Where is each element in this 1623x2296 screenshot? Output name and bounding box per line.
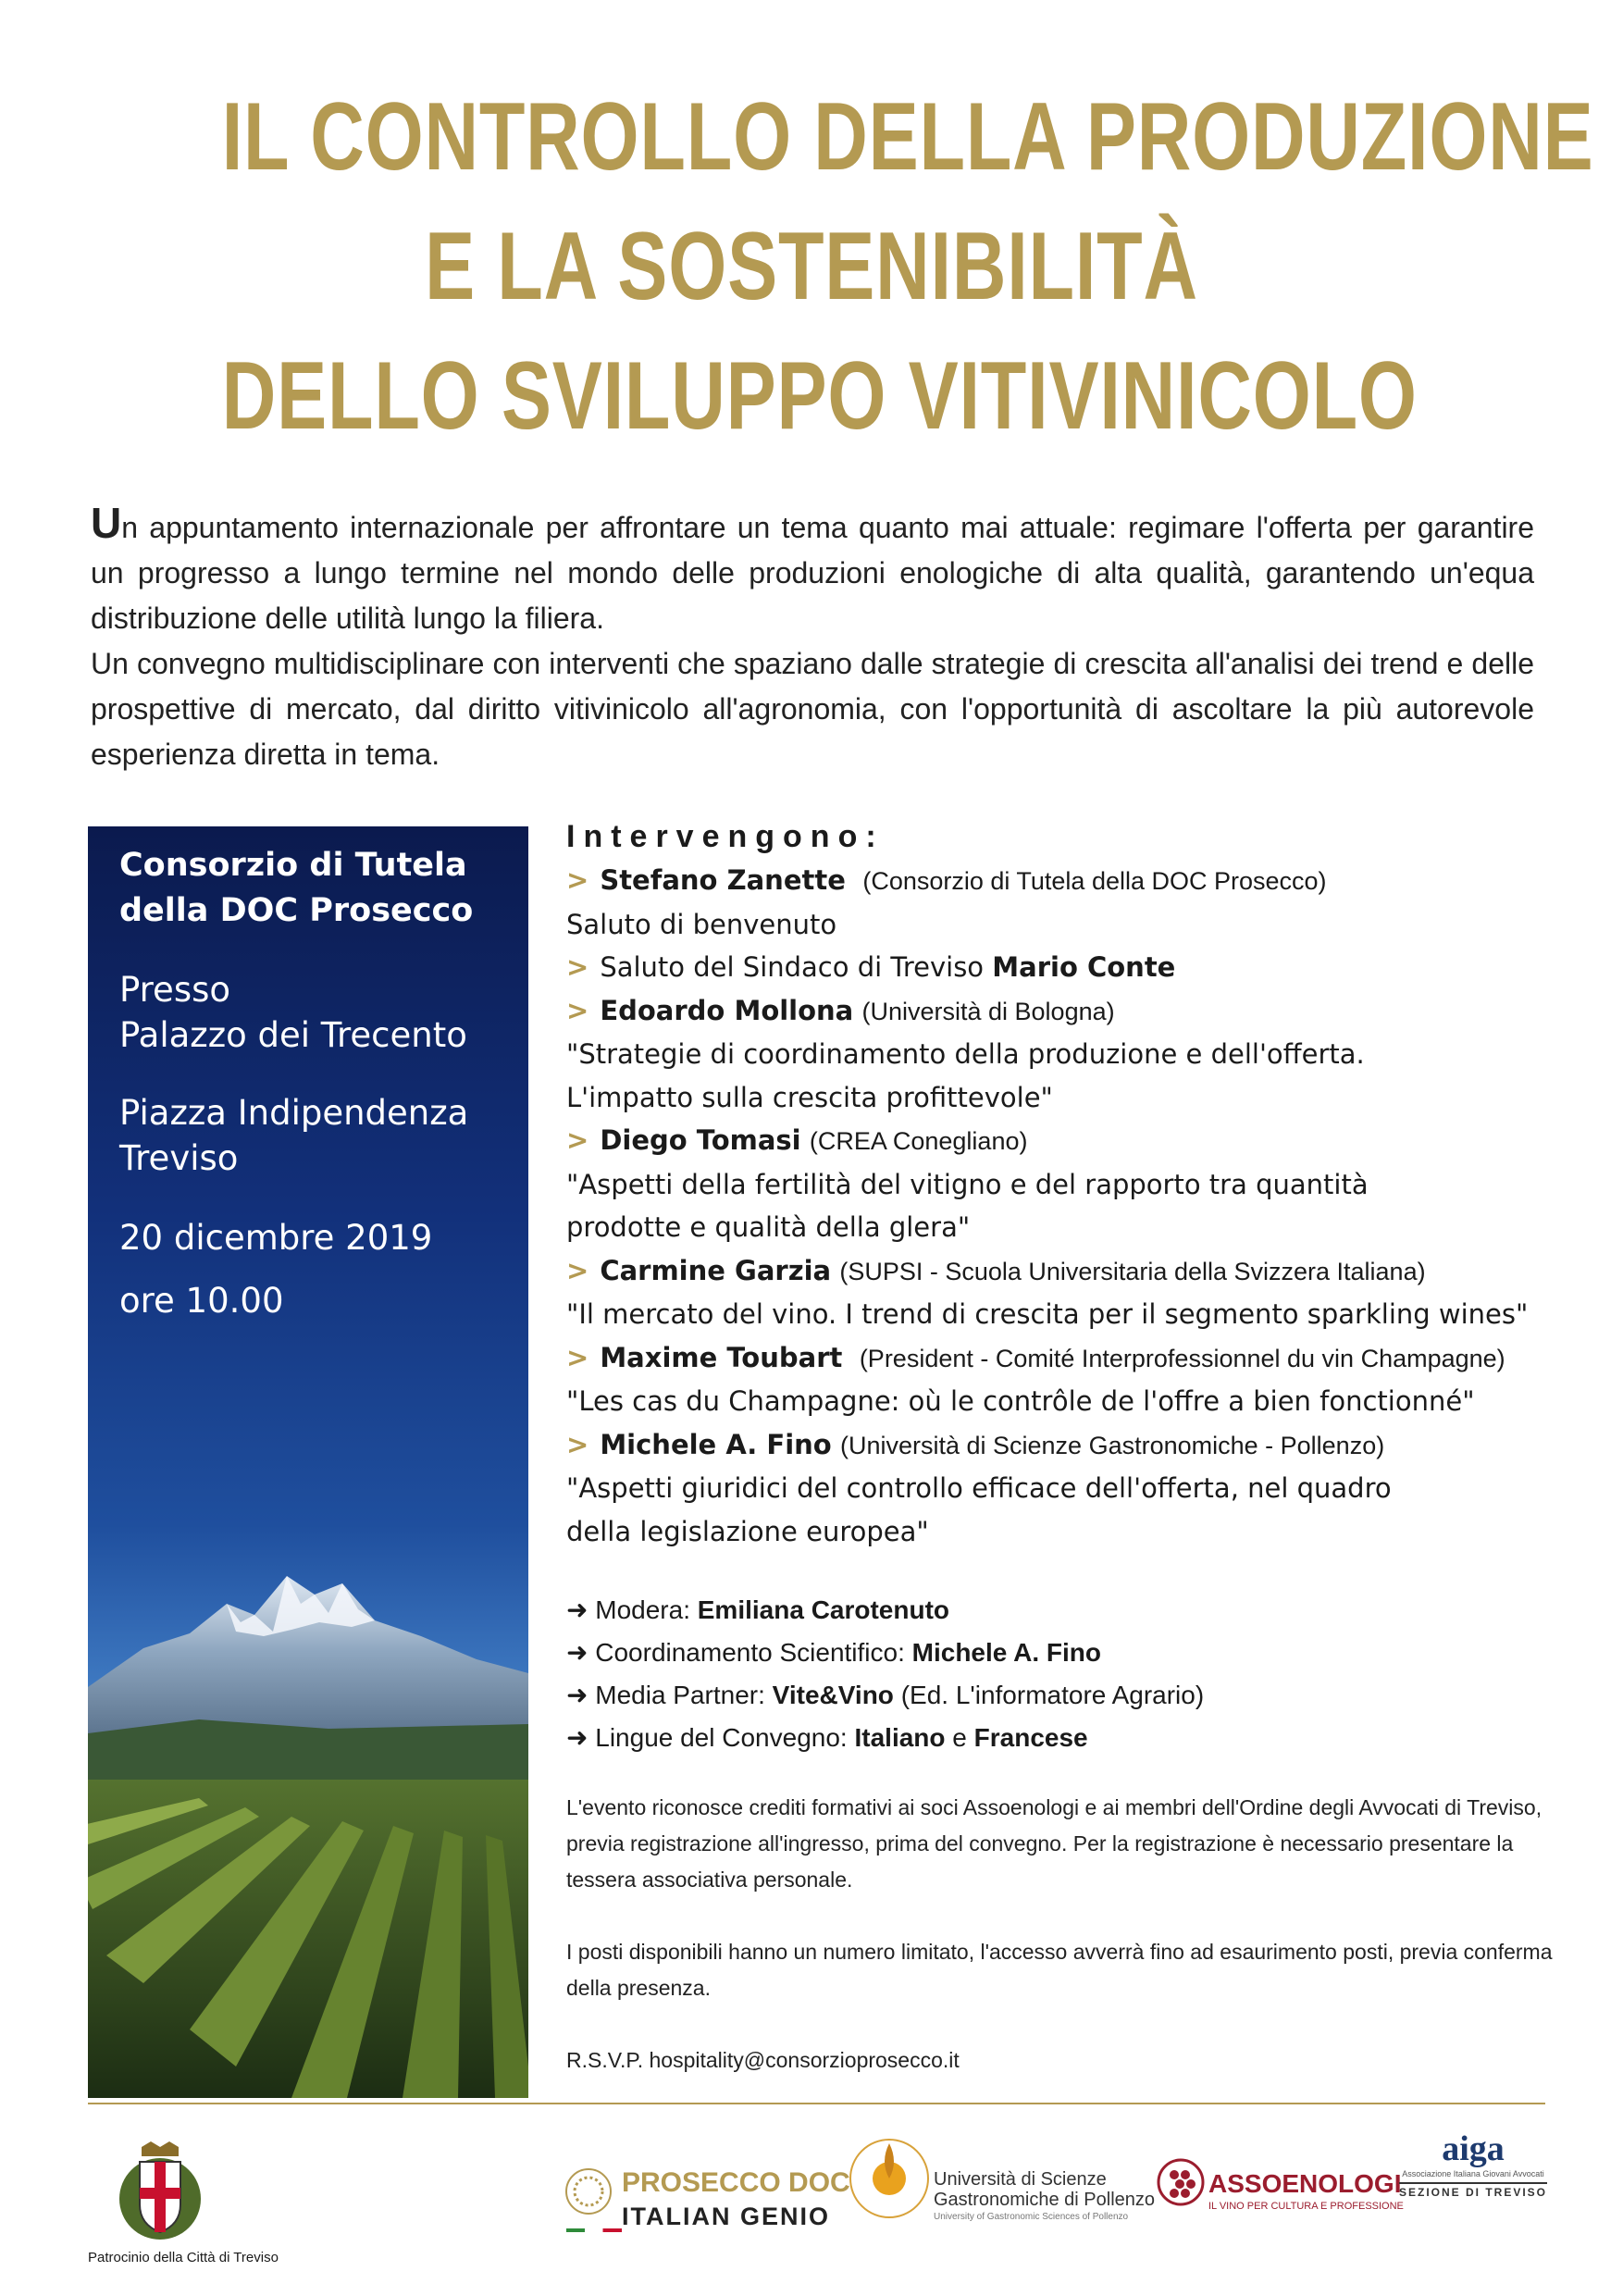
speaker-affiliation: (Consorzio di Tutela della DOC Prosecco) — [862, 867, 1327, 895]
poster-title — [221, 72, 1594, 461]
media-partner-label: Media Partner: — [595, 1681, 765, 1709]
vineyard-mountain-image — [88, 1548, 528, 2098]
registration-notes — [566, 1790, 1566, 2115]
assoenologi-name: ASSOENOLOGI — [1208, 2169, 1402, 2198]
venue-line-2: Palazzo dei Trecento — [119, 1015, 467, 1055]
speaker-fino — [566, 1423, 1566, 1468]
prosecco-doc-text: PROSECCO DOC — [622, 2167, 850, 2198]
speaker-role: Saluto del Sindaco di Treviso — [600, 951, 985, 983]
moderator-label: Modera: — [595, 1595, 690, 1624]
languages-line — [566, 1717, 1204, 1759]
unisg-name-line-2: Gastronomiche di Pollenzo — [934, 2190, 1156, 2210]
talk-title: "Les cas du Champagne: où le contrôle de l'offre a bien fonctionné" — [566, 1385, 1475, 1417]
title-line-3: DELLO SVILUPPO VITIVINICOLO — [221, 342, 1418, 450]
unisg-seal-icon — [847, 2136, 932, 2221]
arrow-right-icon: ➜ — [566, 1681, 588, 1709]
talk-title: Saluto di benvenuto — [566, 908, 837, 940]
speaker-name: Diego Tomasi — [600, 1124, 801, 1156]
speaker-affiliation: (SUPSI - Scuola Universitaria della Svizzera Italiana) — [839, 1257, 1426, 1285]
event-date: 20 dicembre 2019 — [119, 1218, 433, 1258]
address-line-2: Treviso — [119, 1138, 239, 1178]
talk-title: "Aspetti giuridici del controllo efficace dell'offerta, nel quadro — [566, 1472, 1392, 1504]
speaker-garzia — [566, 1249, 1566, 1294]
aiga-logo — [1399, 2128, 1547, 2199]
talk-title: "Strategie di coordinamento della produzione e dell'offerta. — [566, 1038, 1365, 1070]
credits-note: L'evento riconosce crediti formativi ai soci Assoenologi e ai membri dell'Ordine degli Avvocati di Treviso, previa registrazione all'ingresso, prima del convegno. Per la registrazione è necessario presentare la tessera associativa personale. — [566, 1795, 1542, 1892]
media-partner-note: (Ed. L'informatore Agrario) — [900, 1681, 1205, 1709]
speaker-affiliation: (CREA Conegliano) — [809, 1127, 1028, 1155]
talk-title: "Il mercato del vino. I trend di crescita per il segmento sparkling wines" — [566, 1298, 1529, 1330]
unisg-name-line-1: Università di Scienze — [934, 2169, 1107, 2190]
grape-bunch-icon — [1157, 2149, 1205, 2215]
languages-and: e — [952, 1723, 967, 1752]
unisg-name-english: University of Gastronomic Sciences of Pollenzo — [934, 2212, 1129, 2222]
italian-genio-text: ITALIAN GENIO — [622, 2203, 830, 2230]
language-italian: Italiano — [854, 1723, 946, 1752]
speakers-section — [566, 819, 1566, 1553]
media-partner-name: Vite&Vino — [772, 1681, 894, 1709]
arrow-icon: > — [566, 1341, 589, 1373]
moderator-name: Emiliana Carotenuto — [697, 1595, 950, 1624]
speaker-name: Stefano Zanette — [600, 864, 846, 896]
patronage-caption: Patrocinio della Città di Treviso — [88, 2250, 279, 2265]
arrow-icon: > — [566, 951, 589, 983]
arrow-icon: > — [566, 1428, 589, 1460]
footer-divider — [88, 2103, 1545, 2104]
aiga-section: SEZIONE DI TREVISO — [1399, 2182, 1547, 2199]
speaker-name: Michele A. Fino — [600, 1428, 832, 1460]
event-info-panel — [88, 826, 528, 2098]
coordinator-label: Coordinamento Scientifico: — [595, 1638, 905, 1667]
drop-cap: U — [91, 499, 122, 547]
arrow-icon: > — [566, 864, 589, 896]
speaker-tomasi — [566, 1119, 1566, 1163]
language-french: Francese — [973, 1723, 1088, 1752]
intro-paragraph-1 — [91, 499, 1534, 641]
aiga-wordmark: aiga — [1442, 2129, 1505, 2168]
speaker-zanette — [566, 859, 1566, 903]
speaker-affiliation: (President - Comité Interprofessionnel du vin Champagne) — [859, 1344, 1505, 1372]
italian-flag-stripe — [566, 2228, 622, 2232]
arrow-icon: > — [566, 994, 589, 1026]
speakers-header: Intervengono: — [566, 819, 885, 854]
treviso-patronage — [88, 2140, 279, 2265]
address-line-1: Piazza Indipendenza — [119, 1093, 469, 1133]
speaker-affiliation: (Università di Scienze Gastronomiche - Pollenzo) — [839, 1431, 1385, 1459]
speaker-mollona — [566, 989, 1566, 1034]
event-details — [566, 1589, 1204, 1759]
treviso-crest-icon — [114, 2140, 206, 2246]
moderator-line — [566, 1589, 1204, 1632]
title-line-1: IL CONTROLLO DELLA PRODUZIONE — [221, 83, 1594, 191]
prosecco-seal-icon — [564, 2167, 613, 2215]
event-time: ore 10.00 — [119, 1281, 284, 1321]
arrow-icon: > — [566, 1254, 589, 1286]
organizer-line-2: della DOC Prosecco — [119, 892, 474, 929]
title-line-2: E LA SOSTENIBILITÀ — [425, 213, 1198, 320]
talk-title: prodotte e qualità della glera" — [566, 1211, 971, 1243]
intro-p1-text: n appuntamento internazionale per affrontare un tema quanto mai attuale: regimare l'offerta per garantire un progresso a lungo termine nel mondo delle produzioni enologiche di alta qualità, garantendo un'equa distribuzione delle utilità lungo la filiera. — [91, 511, 1534, 635]
talk-title: della legislazione europea" — [566, 1515, 929, 1547]
speaker-toubart — [566, 1336, 1566, 1381]
arrow-right-icon: ➜ — [566, 1595, 588, 1624]
venue-line-1: Presso — [119, 970, 231, 1010]
coordinator-line — [566, 1632, 1204, 1674]
speaker-name: Maxime Toubart — [600, 1341, 843, 1373]
seats-note: I posti disponibili hanno un numero limitato, l'accesso avverrà fino ad esaurimento posti, previa conferma della presenza. — [566, 1940, 1553, 2000]
arrow-icon: > — [566, 1124, 589, 1156]
aiga-full-name: Associazione Italiana Giovani Avvocati — [1402, 2169, 1544, 2178]
intro-text — [91, 499, 1534, 777]
talk-title: L'impatto sulla crescita profittevole" — [566, 1081, 1053, 1113]
arrow-right-icon: ➜ — [566, 1638, 588, 1667]
speaker-name: Carmine Garzia — [600, 1254, 832, 1286]
assoenologi-tagline: IL VINO PER CULTURA E PROFESSIONE — [1208, 2201, 1404, 2212]
speaker-name: Edoardo Mollona — [600, 994, 854, 1026]
speaker-affiliation: (Università di Bologna) — [861, 997, 1115, 1025]
speaker-name: Mario Conte — [992, 951, 1176, 983]
intro-paragraph-2: Un convegno multidisciplinare con interventi che spaziano dalle strategie di crescita all'analisi dei trend e delle prospettive di mercato, dal diritto vitivinicolo all'agronomia, con l'opportunità di ascoltare la più autorevole esperienza diretta in tema. — [91, 647, 1534, 771]
arrow-right-icon: ➜ — [566, 1723, 588, 1752]
organizer-line-1: Consorzio di Tutela — [119, 847, 467, 884]
speaker-conte — [566, 946, 1566, 989]
rsvp-email[interactable]: R.S.V.P. hospitality@consorzioprosecco.it — [566, 2048, 960, 2072]
languages-label: Lingue del Convegno: — [595, 1723, 848, 1752]
coordinator-name: Michele A. Fino — [911, 1638, 1101, 1667]
talk-title: "Aspetti della fertilità del vitigno e del rapporto tra quantità — [566, 1168, 1369, 1200]
media-partner-line — [566, 1674, 1204, 1717]
